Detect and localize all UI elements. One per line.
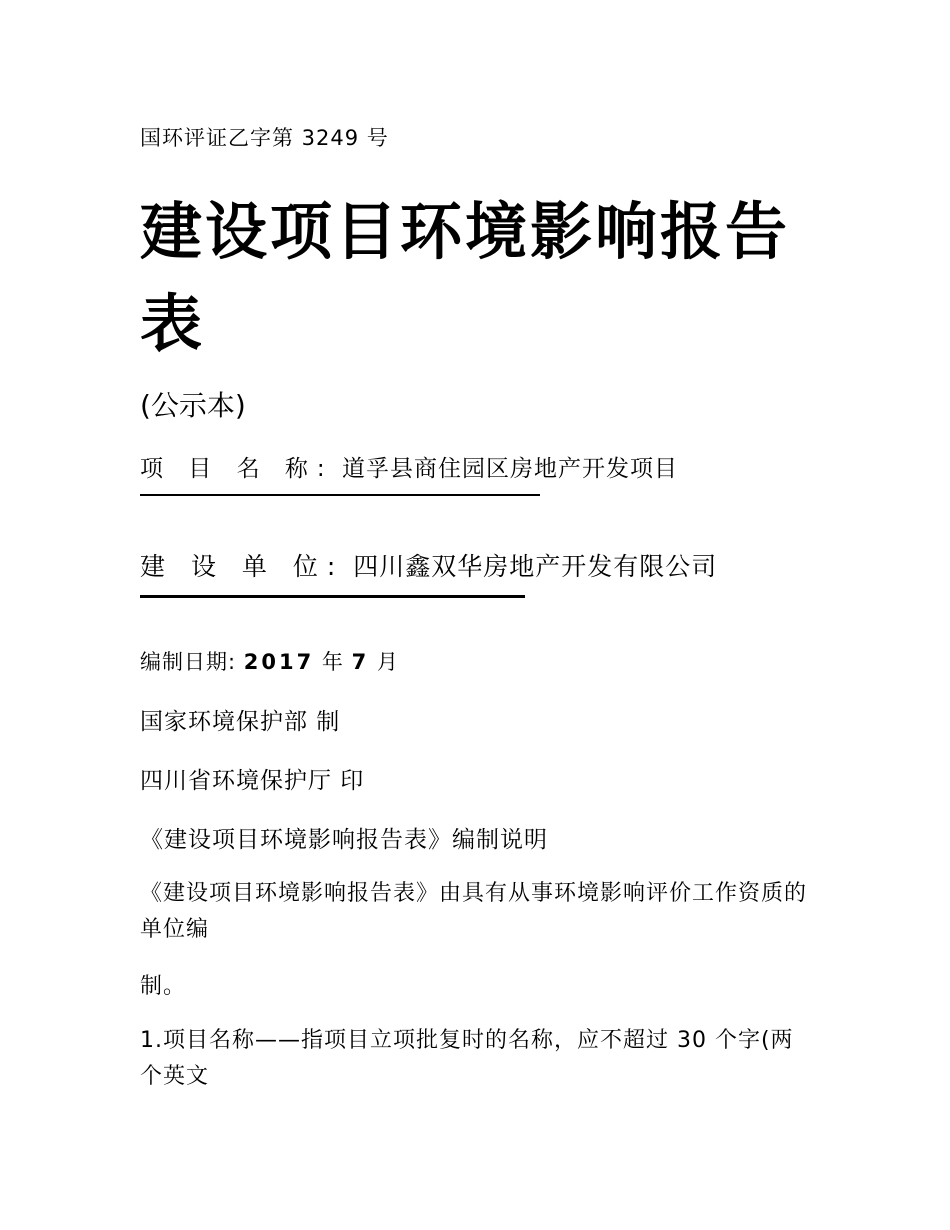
builder-label: 建 设 单 位:: [140, 552, 345, 581]
project-name-row: [140, 450, 678, 483]
compile-date-label: 编制日期:: [140, 650, 237, 674]
paragraph-1-continuation: 制。: [140, 974, 187, 999]
certificate-number: 国环评证乙字第 3249 号: [140, 126, 389, 150]
section-heading: 《建设项目环境影响报告表》编制说明: [140, 827, 548, 853]
builder-value: 四川鑫双华房地产开发有限公司: [353, 552, 718, 581]
printer-line: 四川省环境保护厅 印: [140, 768, 365, 794]
project-name-underline: [140, 494, 540, 496]
document-title: 建设项目环境影响报告表: [140, 195, 791, 360]
issuer-line: 国家环境保护部 制: [140, 709, 341, 735]
document-subtitle: (公示本): [140, 389, 246, 422]
builder-underline: [140, 595, 525, 598]
paragraph-2: 1.项目名称——指项目立项批复时的名称，应不超过 30 个字(两个英文: [140, 1028, 794, 1089]
compile-date-month-unit: 月: [376, 650, 399, 674]
builder-row: [140, 547, 717, 583]
paragraph-1: 《建设项目环境影响报告表》由具有从事环境影响评价工作资质的单位编: [140, 881, 808, 942]
project-name-value: 道孚县商住园区房地产开发项目: [342, 456, 678, 482]
compile-date-year-unit: 年: [321, 650, 344, 674]
project-name-label: 项 目 名 称:: [140, 456, 334, 482]
compile-date-year: 2017: [243, 650, 315, 674]
compile-date-row: [140, 646, 399, 676]
compile-date-month: 7: [351, 650, 370, 674]
